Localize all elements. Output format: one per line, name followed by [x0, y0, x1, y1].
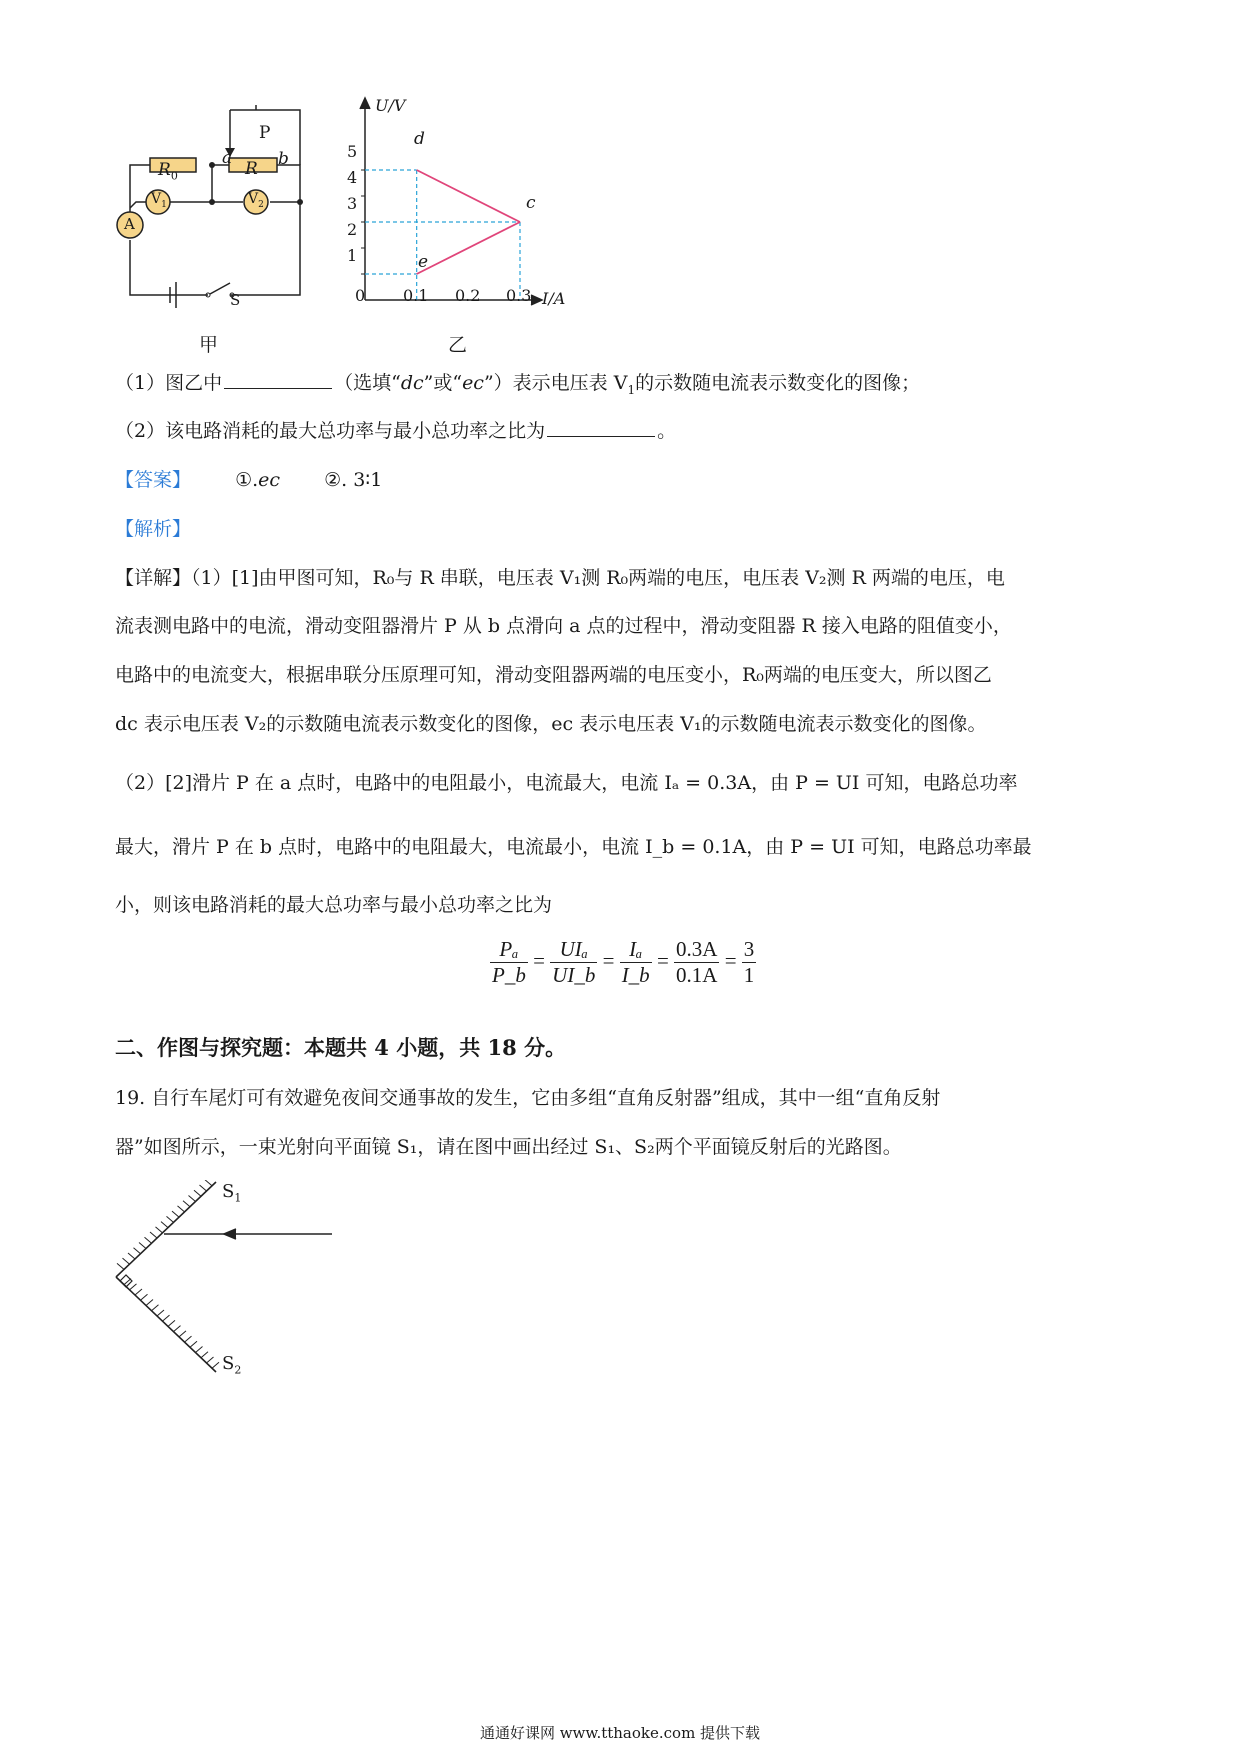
- hatch-mark-s1: [183, 1201, 190, 1207]
- hatch-mark-s2: [141, 1294, 148, 1300]
- circuit-diagram: [110, 105, 310, 315]
- label-v2: $V_2$: [248, 191, 264, 210]
- hatch-mark-s1: [150, 1232, 157, 1238]
- question-19-line-1: 19. 自行车尾灯可有效避免夜间交通事故的发生，它由多组“直角反射器”组成，其中一组“直角反射: [115, 1087, 941, 1109]
- question-2: （2）该电路消耗的最大总功率与最小总功率之比为 。: [115, 420, 677, 442]
- x-axis-label: I/A: [542, 289, 566, 308]
- hatch-mark-s1: [134, 1248, 141, 1254]
- y-tick-2: 2: [347, 220, 358, 239]
- question-1: （1）图乙中 （选填“dc”或“ec”）表示电压表 $V_1$的示数随电流表示数变化的图像；: [115, 372, 921, 397]
- label-a: a: [222, 148, 233, 168]
- detail-line-6: 最大，滑片 P 在 b 点时，电路中的电阻最大，电流最小，电流 I_b = 0.1A，由 P = UI 可知，电路总功率最: [115, 836, 1032, 858]
- hatch-mark-s2: [212, 1362, 219, 1368]
- detail-line-1: 【详解】（1）[1]由甲图可知，R₀与 R 串联，电压表 V₁测 R₀两端的电压，电压表 V₂测 R 两端的电压，电: [115, 567, 1005, 589]
- series-line-dc: [417, 170, 520, 222]
- answer-blank-1: [224, 370, 332, 389]
- answer-line: 【答案】 ①.ec ②. 3∶1: [115, 469, 383, 491]
- point-e-label: e: [418, 252, 429, 272]
- y-tick-1: 1: [347, 246, 358, 265]
- hatch-mark-s2: [196, 1347, 203, 1353]
- x-tick-0-1: 0.1: [403, 286, 429, 305]
- detail-line-2: 流表测电路中的电流，滑动变阻器滑片 P 从 b 点滑向 a 点的过程中，滑动变阻器 R 接入电路的阻值变小，: [115, 615, 1012, 637]
- hatch-mark-s1: [128, 1253, 135, 1259]
- y-tick-5: 5: [347, 142, 358, 161]
- caption-yi: 乙: [448, 334, 468, 356]
- hatch-mark-s2: [185, 1336, 192, 1342]
- hatch-mark-s2: [146, 1300, 153, 1306]
- label-r0: $R_0$: [158, 160, 178, 183]
- hatch-mark-s1: [145, 1237, 152, 1243]
- hatch-mark-s2: [130, 1284, 137, 1290]
- analysis-tag: 【解析】: [115, 518, 192, 540]
- hatch-mark-s2: [201, 1352, 208, 1358]
- hatch-mark-s2: [152, 1305, 159, 1311]
- label-p: P: [259, 123, 271, 143]
- label-switch: S: [230, 291, 241, 309]
- hatch-mark-s2: [207, 1357, 214, 1363]
- section-2-heading: 二、作图与探究题：本题共 4 小题，共 18 分。: [115, 1035, 567, 1060]
- hatch-mark-s1: [178, 1206, 185, 1212]
- hatch-mark-s2: [168, 1320, 175, 1326]
- hatch-mark-s2: [174, 1326, 181, 1332]
- hatch-mark-s1: [194, 1190, 201, 1196]
- series-line-ec: [417, 222, 520, 274]
- hatch-mark-s2: [135, 1289, 142, 1295]
- hatch-mark-s2: [157, 1310, 164, 1316]
- label-r: R: [245, 159, 258, 179]
- hatch-mark-s1: [123, 1258, 130, 1264]
- mirror-s2-label: $S_2$: [222, 1353, 242, 1377]
- detail-line-3: 电路中的电流变大，根据串联分压原理可知，滑动变阻器两端的电压变小，R₀两端的电压变大，所以图乙: [115, 664, 992, 686]
- hatch-mark-s1: [117, 1263, 124, 1269]
- y-tick-3: 3: [347, 194, 358, 213]
- label-ammeter: A: [124, 215, 135, 233]
- detail-line-7: 小，则该电路消耗的最大总功率与最小总功率之比为: [115, 894, 553, 916]
- hatch-mark-s1: [156, 1227, 163, 1233]
- hatch-mark-s1: [200, 1185, 207, 1191]
- hatch-mark-s1: [167, 1216, 174, 1222]
- power-ratio-formula: $\frac{\text{Pₐ}}{P\_b}$ = $\frac{\text{UIₐ}}{UI\_b}$ = $\frac{\text{Iₐ}}{I\_b}$ = $\frac{0.3A}{0.1A}$ = $\frac{3}{1}$: [492, 937, 755, 987]
- page-footer: 通通好课网 www.tthaoke.com 提供下载: [479, 1724, 761, 1742]
- origin-label: 0: [355, 286, 366, 305]
- detail-line-4: dc 表示电压表 V₂的示数随电流表示数变化的图像，ec 表示电压表 V₁的示数随电流表示数变化的图像。: [115, 713, 987, 735]
- label-v1: $V_1$: [151, 191, 167, 210]
- answer-blank-2: [547, 418, 655, 437]
- point-c-label: c: [526, 193, 536, 213]
- detail-line-5: （2）[2]滑片 P 在 a 点时，电路中的电阻最小，电流最大，电流 Iₐ = 0.3A，由 P = UI 可知，电路总功率: [115, 772, 1018, 794]
- x-tick-0-3: 0.3: [506, 286, 532, 305]
- mirror-s1-label: $S_1$: [222, 1181, 242, 1205]
- hatch-mark-s1: [139, 1243, 146, 1249]
- y-axis-label: U/V: [375, 96, 406, 115]
- hatch-mark-s1: [172, 1211, 179, 1217]
- y-tick-4: 4: [347, 168, 358, 187]
- hatch-mark-s1: [205, 1180, 212, 1186]
- caption-jia: 甲: [199, 334, 219, 356]
- hatch-mark-s2: [163, 1315, 170, 1321]
- point-d-label: d: [414, 129, 425, 149]
- question-19-line-2: 器”如图所示，一束光射向平面镜 S₁，请在图中画出经过 S₁、S₂两个平面镜反射后的光路图。: [115, 1136, 902, 1158]
- hatch-mark-s1: [189, 1195, 196, 1201]
- x-tick-0-2: 0.2: [455, 286, 481, 305]
- hatch-mark-s1: [161, 1222, 168, 1228]
- hatch-mark-s2: [179, 1331, 186, 1337]
- hatch-mark-s2: [190, 1341, 197, 1347]
- label-b: b: [278, 149, 289, 169]
